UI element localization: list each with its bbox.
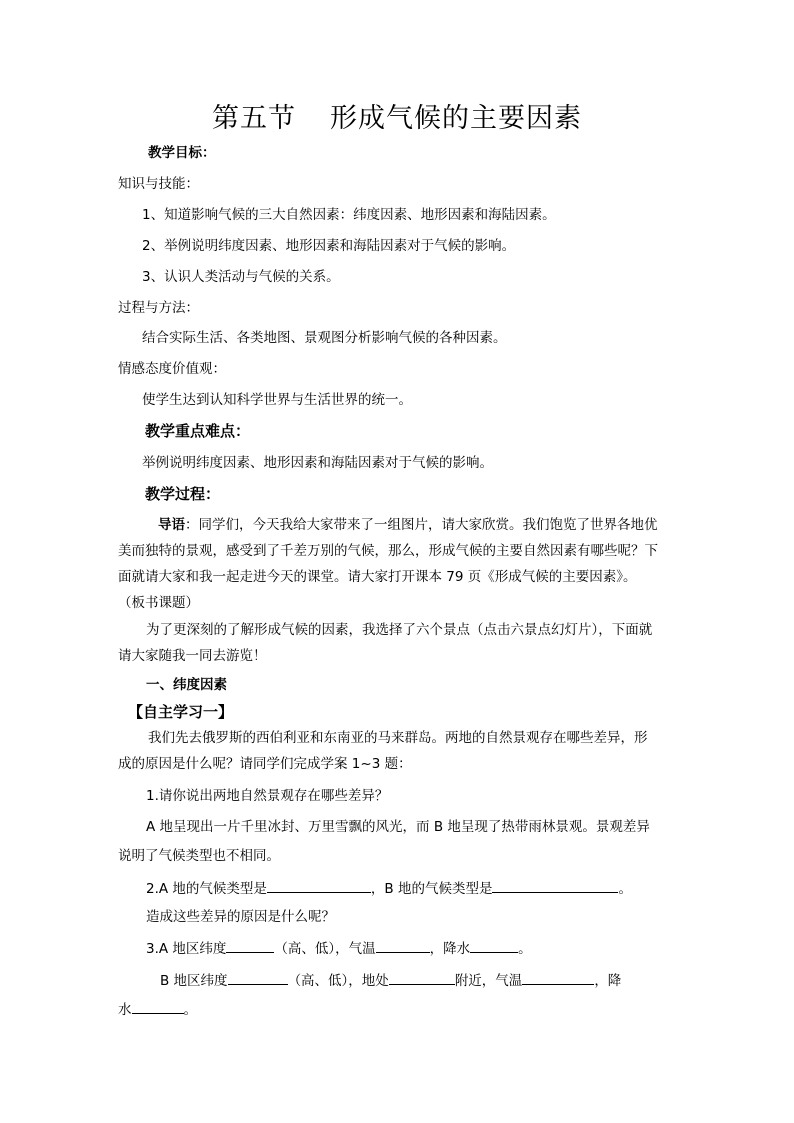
knowledge-item: 3、认识人类活动与气候的关系。: [142, 269, 340, 285]
key-points-text: 举例说明纬度因素、地形因素和海陆因素对于气候的影响。: [142, 455, 493, 471]
question-3b: B 地区纬度 （高、低），地处 附近，气温 ，降: [160, 970, 621, 991]
answer-line: 说明了气候类型也不相同。: [118, 848, 280, 864]
question-3: 3.A 地区纬度 （高、低），气温 ，降水 。: [146, 938, 532, 959]
question-1: 1.请你说出两地自然景观存在哪些差异？: [146, 788, 389, 804]
question-3b-cont: 水 。: [118, 999, 197, 1020]
fill-blank[interactable]: [492, 878, 618, 893]
emotion-label: 情感态度价值观：: [118, 361, 226, 377]
question-2-follow: 造成这些差异的原因是什么呢？: [146, 909, 335, 925]
knowledge-label: 知识与技能：: [118, 176, 199, 192]
section-heading: 一、纬度因素: [146, 677, 227, 693]
intro-line: 美而独特的景观，感受到了千差万别的气候，那么，形成气候的主要自然因素有哪些呢？下: [118, 543, 658, 559]
answer-line: A 地呈现出一片千里冰封、万里雪飘的风光，而 B 地呈现了热带雨林景观。景观差异: [146, 819, 650, 835]
fill-blank[interactable]: [226, 938, 274, 953]
fill-blank[interactable]: [267, 878, 371, 893]
title-text: 形成气候的主要因素: [330, 103, 582, 134]
intro-line: 面就请大家和我一起走进今天的课堂。请大家打开课本 79 页《形成气候的主要因素》。: [118, 569, 637, 585]
fill-blank[interactable]: [228, 970, 288, 985]
emotion-text: 使学生达到认知科学世界与生活世界的统一。: [142, 392, 412, 408]
knowledge-item: 2、举例说明纬度因素、地形因素和海陆因素对于气候的影响。: [142, 238, 516, 254]
fill-blank[interactable]: [132, 999, 184, 1014]
title-section-number: 第五节: [212, 103, 296, 134]
intro-label: 导语: [158, 517, 185, 533]
study-box-heading: 【自主学习一】: [128, 703, 234, 721]
process-method-label: 过程与方法：: [118, 300, 199, 316]
intro-line: 导语：同学们，今天我给大家带来了一组图片，请大家欣赏。我们饱览了世界各地优: [158, 517, 658, 533]
paragraph-line: 为了更深刻的了解形成气候的因素，我选择了六个景点（点击六景点幻灯片），下面就: [146, 622, 653, 638]
paragraph-line: 请大家随我一同去游览！: [118, 648, 267, 664]
paragraph-line: 成的原因是什么呢？请同学们完成学案 1~3 题：: [118, 756, 412, 772]
intro-line: （板书课题）: [118, 595, 199, 611]
fill-blank[interactable]: [389, 970, 455, 985]
fill-blank[interactable]: [470, 938, 518, 953]
knowledge-item: 1、知道影响气候的三大自然因素：纬度因素、地形因素和海陆因素。: [142, 207, 556, 223]
process-heading: 教学过程：: [145, 485, 221, 503]
fill-blank[interactable]: [376, 938, 430, 953]
fill-blank[interactable]: [522, 970, 594, 985]
objectives-heading: 教学目标：: [148, 145, 216, 161]
process-method-text: 结合实际生活、各类地图、景观图分析影响气候的各种因素。: [142, 330, 507, 346]
paragraph-line: 我们先去俄罗斯的西伯利亚和东南亚的马来群岛。两地的自然景观存在哪些差异，形: [148, 730, 648, 746]
page-title: [0, 100, 794, 138]
key-points-heading: 教学重点难点：: [145, 422, 251, 440]
question-2: 2.A 地的气候类型是 ，B 地的气候类型是 。: [146, 878, 632, 899]
